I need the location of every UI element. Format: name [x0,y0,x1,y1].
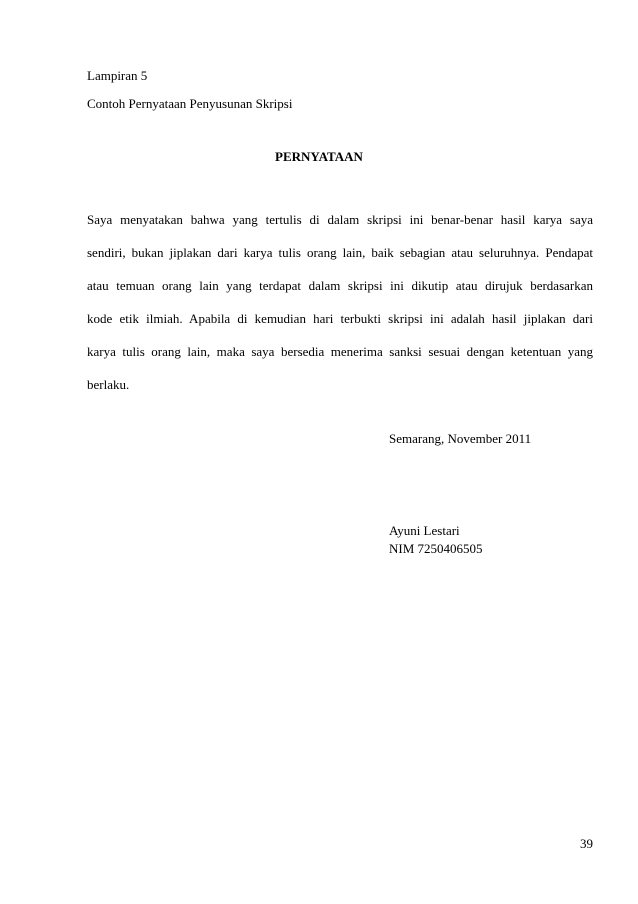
paragraph-line: sendiri, bukan jiplakan dari karya tulis orang lain, baik sebagian atau seluruhnya. Pendapat [87,245,593,260]
appendix-title: Contoh Pernyataan Penyusunan Skripsi [87,96,293,111]
paragraph-line: berlaku. [87,377,130,392]
place-date: Semarang, November 2011 [389,431,532,446]
statement-paragraph [87,203,593,401]
appendix-label: Lampiran 5 [87,68,148,83]
paragraph-line: atau temuan orang lain yang terdapat dalam skripsi ini dikutip atau dirujuk berdasarkan [87,278,593,293]
page-number: 39 [580,836,593,851]
paragraph-line: Saya menyatakan bahwa yang tertulis di dalam skripsi ini benar-benar hasil karya saya [87,212,593,227]
signer-name: Ayuni Lestari [389,523,460,538]
signer-nim: NIM 7250406505 [389,541,483,556]
paragraph-line: karya tulis orang lain, maka saya bersedia menerima sanksi sesuai dengan ketentuan yang [87,344,593,359]
statement-heading: PERNYATAAN [275,149,363,164]
paragraph-line: kode etik ilmiah. Apabila di kemudian hari terbukti skripsi ini adalah hasil jiplakan dari [87,311,593,326]
